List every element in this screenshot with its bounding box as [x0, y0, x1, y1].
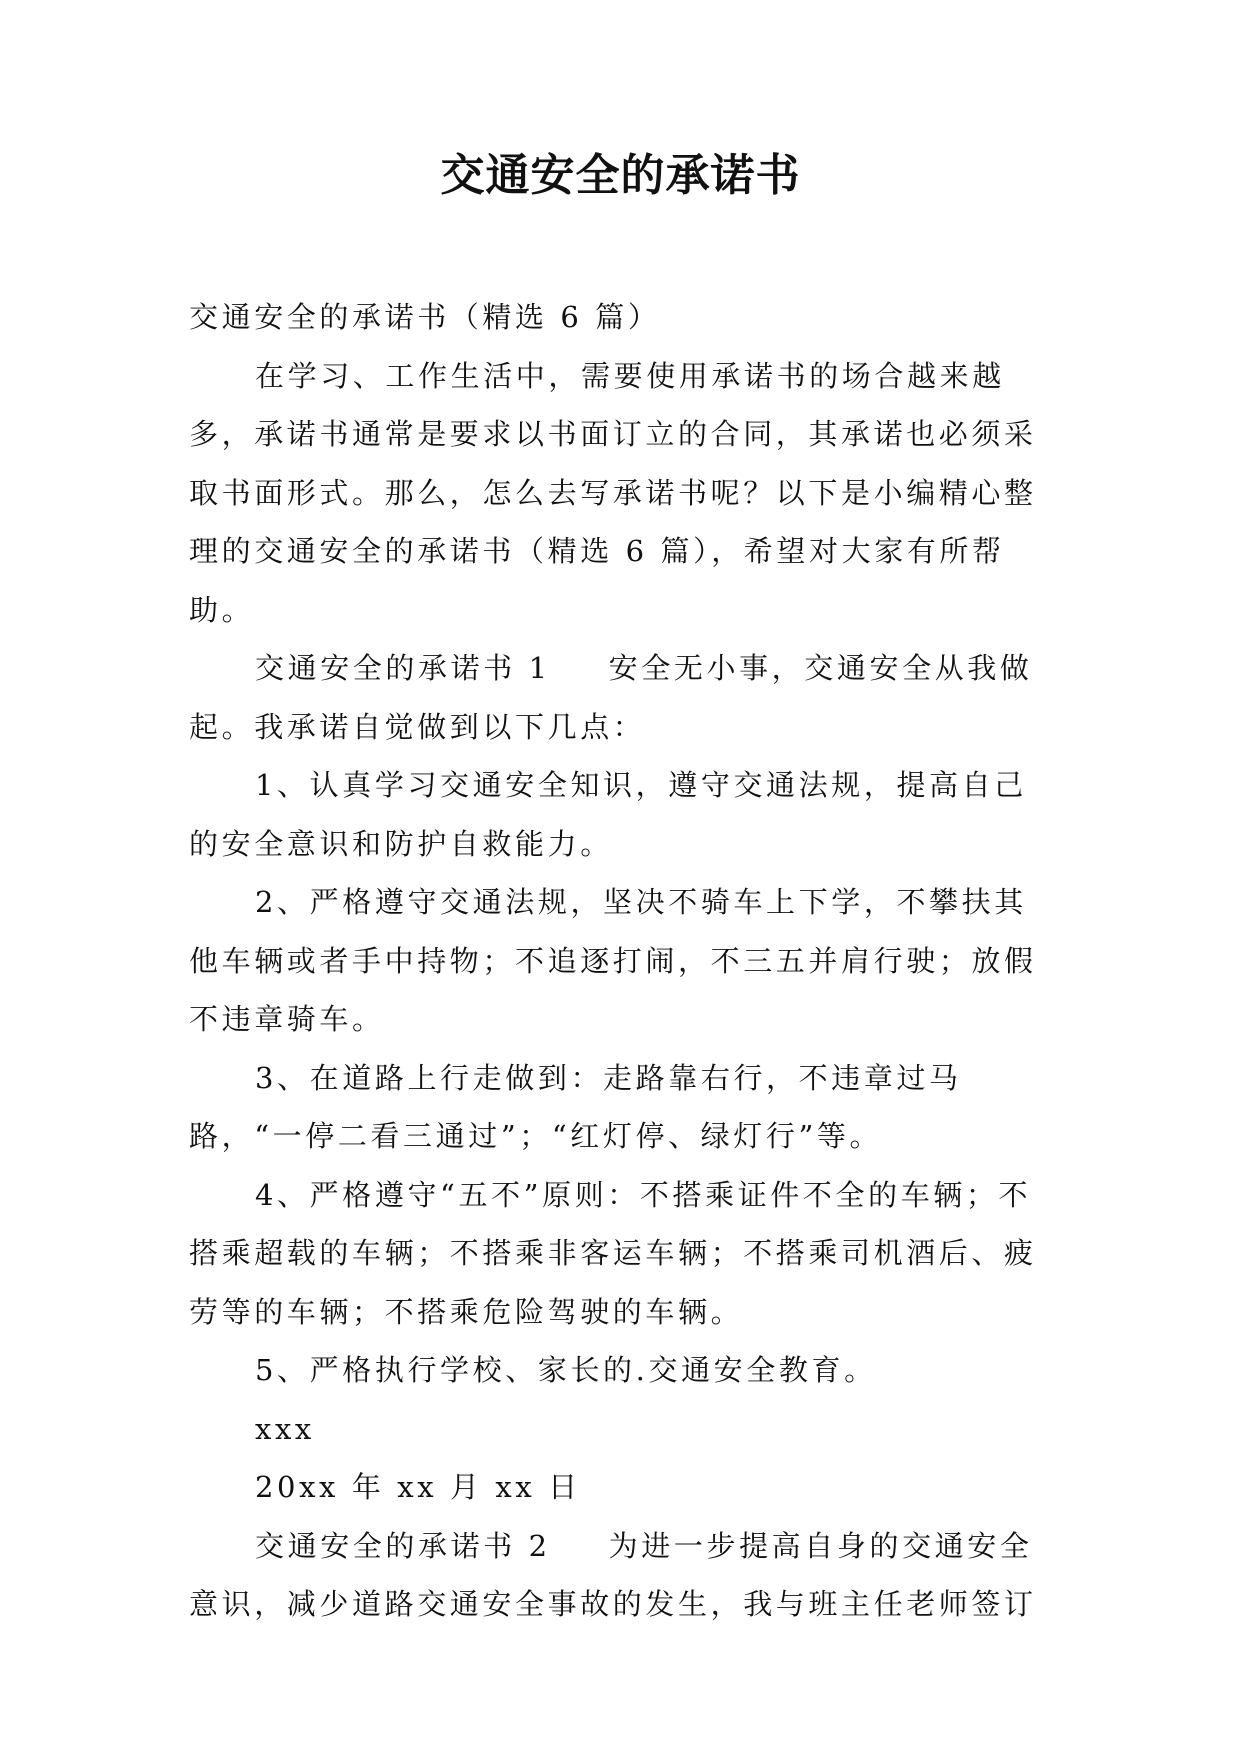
pledge-item-1: 1、认真学习交通安全知识，遵守交通法规，提高自己的安全意识和防护自救能力。 — [189, 768, 1027, 861]
date: 20xx 年 xx 月 xx 日 — [255, 1470, 581, 1504]
section-1-paragraph — [189, 639, 1051, 756]
signature: xxx — [255, 1411, 315, 1446]
section-2-paragraph — [189, 1517, 1051, 1634]
pledge-item-3: 3、在道路上行走做到：走路靠右行，不违章过马路，“一停二看三通过”；“红灯停、绿灯行”等。 — [189, 1060, 962, 1153]
document-subtitle: 交通安全的承诺书（精选 6 篇） — [189, 300, 661, 334]
document-title: 交通安全的承诺书 — [440, 150, 801, 201]
pledge-item-2: 2、严格遵守交通法规，坚决不骑车上下学，不攀扶其他车辆或者手中持物；不追逐打闹，不三五并肩行驶；放假不违章骑车。 — [189, 885, 1037, 1036]
section-1-heading: 交通安全的承诺书 1 — [255, 651, 551, 685]
pledge-item-5: 5、严格执行学校、家长的.交通安全教育。 — [255, 1353, 877, 1387]
section-2-heading: 交通安全的承诺书 2 — [255, 1528, 551, 1563]
intro-paragraph: 在学习、工作生活中，需要使用承诺书的场合越来越多，承诺书通常是要求以书面订立的合同，其承诺也必须采取书面形式。那么，怎么去写承诺书呢？以下是小编精心整理的交通安全的承诺书（精选 6 篇），希望对大家有所帮助。 — [189, 358, 1037, 627]
section-1-lead: 安全无小事，交通安全从我做起。我承诺自觉做到以下几点： — [189, 651, 1033, 744]
document-body — [189, 288, 1051, 1634]
pledge-item-4: 4、严格遵守“五不”原则：不搭乘证件不全的车辆；不搭乘超载的车辆；不搭乘非客运车辆；不搭乘司机酒后、疲劳等的车辆；不搭乘危险驾驶的车辆。 — [189, 1177, 1037, 1329]
section-2-lead: 为进一步提高自身的交通安全意识，减少道路交通安全事故的发生，我与班主任老师签订 — [189, 1528, 1037, 1621]
